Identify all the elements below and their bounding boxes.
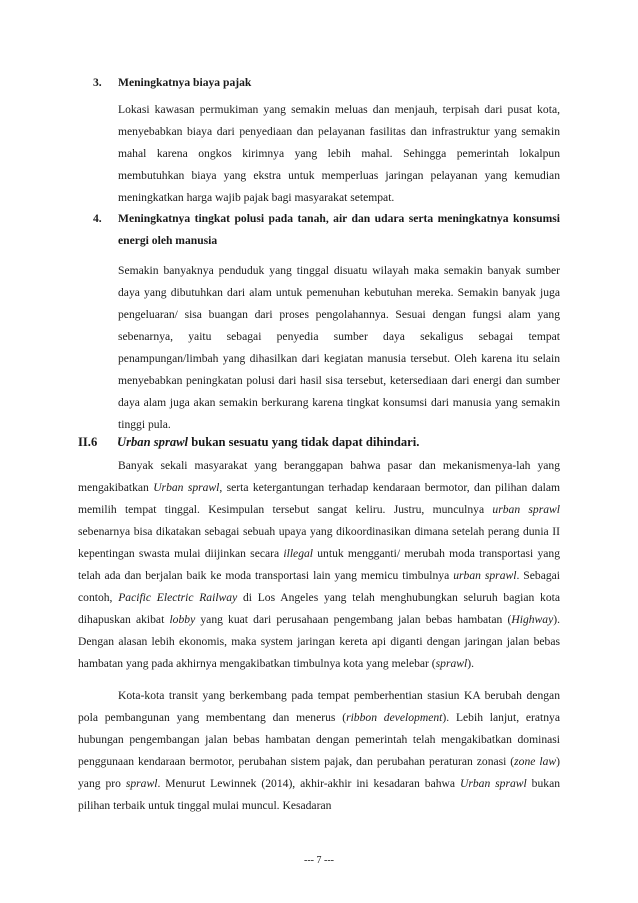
text-run: bukan pilihan terbaik untuk tinggal mulai muncul. Kesadaran	[78, 777, 561, 812]
italic-term: zone law	[514, 755, 557, 768]
list-item-4-heading	[93, 208, 560, 252]
list-item-4-text: Semakin banyaknya penduduk yang tinggal disuatu wilayah maka semakin banyak sumber daya yang dibutuhkan dari alam untuk pemenuhan kebutuhan mereka. Semakin banyak juga pengeluaran/ sisa buangan dari proses pengolahannya. Sesuai dengan fungsi alam yang sebenarnya, yaitu sebagai penyedia sumber daya sekaligus sebagai tempat penampungan/limbah yang dihasilkan dari kegiatan manusia tersebut. Oleh karena itu selain menyebabkan peningkatan polusi dari hasil sisa tersebut, ketersediaan dari energi dan sumber daya alam juga akan semakin berkurang karena tingkat konsumsi dari manusia yang semakin tinggi pula.	[118, 264, 560, 431]
italic-term: Highway	[511, 613, 554, 626]
section-paragraph-1	[78, 455, 560, 675]
text-run: ). Lebih lanjut, eratnya hubungan pengembangan jalan bebas hambatan dengan pemerintah telah mengakibatkan dominasi penggunaan kendaraan bermotor, perubahan sistem pajak, dan perubahan peraturan zonasi (	[78, 711, 560, 768]
list-item-3-body	[118, 99, 560, 209]
italic-term: Urban sprawl	[153, 481, 220, 494]
section-body	[78, 455, 560, 817]
italic-term: lobby	[169, 613, 196, 626]
text-run: Kota-kota transit yang berkembang pada tempat pemberhentian stasiun KA berubah dengan pola pembangunan yang membentang dan menerus (	[78, 689, 560, 724]
list-item-3-heading	[93, 72, 560, 94]
italic-term: ribbon development	[346, 711, 443, 724]
text-run: untuk mengganti/ merubah moda transportasi yang telah ada dan berjalan baik ke moda transportasi lain yang memicu timbulnya	[78, 547, 561, 582]
text-run: yang kuat dari perusahaan pengembang jalan bebas hambatan (	[195, 613, 512, 626]
list-item-3-text: Lokasi kawasan permukiman yang semakin meluas dan menjauh, terpisah dari pusat kota, menyebabkan biaya dari penyediaan dan pelayanan fasilitas dan infrastruktur yang semakin mahal karena ongkos kirimnya yang lebih mahal. Sehingga pemerintah lokalpun membutuhkan biaya yang ekstra untuk memperluas jaringan pelayanan yang kemudian meningkatkan harga wajib pajak bagi masyarakat setempat.	[118, 103, 560, 204]
list-item-4-title: Meningkatnya tingkat polusi pada tanah, air dan udara serta meningkatnya konsumsi energi oleh manusia	[118, 212, 560, 247]
section-title-italic: Urban sprawl	[117, 435, 189, 449]
list-item-4-body	[118, 260, 560, 436]
italic-term: urban sprawl	[453, 569, 517, 582]
section-title-rest: bukan sesuatu yang tidak dapat dihindari.	[188, 435, 420, 449]
italic-term: Urban sprawl	[459, 777, 527, 790]
text-run: . Menurut Lewinnek (2014), akhir-akhir ini kesadaran bahwa	[157, 777, 460, 790]
text-run: di Los Angeles yang telah menghubungkan seluruh bagian kota dihapuskan akibat	[78, 591, 560, 626]
list-item-3-title: Meningkatnya biaya pajak	[118, 76, 252, 89]
text-run: sebenarnya bisa dikatakan sebagai sebuah upaya yang dikoordinasikan dimana setelah perang dunia II kepentingan swasta mulai diijinkan secara	[78, 525, 560, 560]
section-title	[117, 431, 560, 453]
text-run: , serta ketergantungan terhadap kendaraan bermotor, dan pilihan dalam memilih tempat tinggal. Kesimpulan tersebut sangat keliru. Justru, munculnya	[78, 481, 560, 516]
section-paragraph-2	[78, 685, 560, 817]
text-run: Banyak sekali masyarakat yang beranggapan bahwa pasar dan mekanismenya-lah yang mengakibatkan	[78, 459, 560, 494]
italic-term: urban sprawl	[492, 503, 560, 516]
italic-term: sprawl	[125, 777, 158, 790]
list-item-3-number: 3.	[93, 76, 102, 89]
section-heading	[78, 431, 560, 453]
page-footer	[0, 855, 638, 866]
page-number: --- 7 ---	[304, 855, 334, 866]
italic-term: illegal	[283, 547, 314, 560]
list-item-4-number: 4.	[93, 212, 102, 225]
text-run: ).	[467, 657, 475, 670]
italic-term: Pacific Electric Railway	[118, 591, 238, 604]
text-run: ). Dengan alasan lebih ekonomis, maka system jaringan kereta api diganti dengan jaringan jalan bebas hambatan yang pada akhirnya mengakibatkan timbulnya kota yang melebar (	[78, 613, 560, 670]
italic-term: sprawl	[435, 657, 468, 670]
section-number: II.6	[78, 435, 98, 449]
text-run: ) yang pro	[78, 755, 560, 790]
text-run: . Sebagai contoh,	[78, 569, 561, 604]
